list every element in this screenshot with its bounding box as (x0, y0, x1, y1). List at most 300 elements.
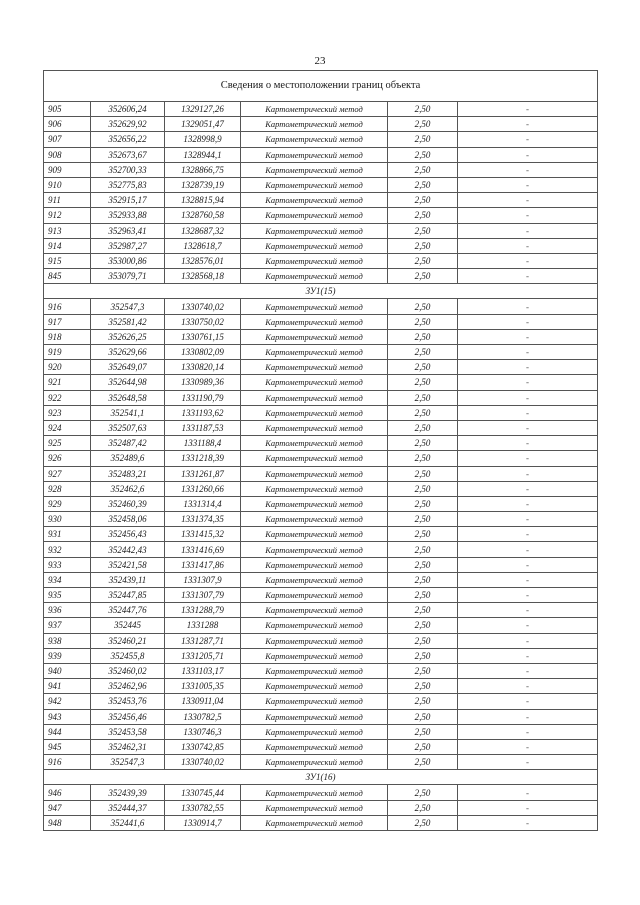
y-coordinate-cell: 1331307,79 (165, 588, 241, 603)
note-cell: - (458, 709, 598, 724)
note-cell: - (458, 117, 598, 132)
method-cell: Картометрический метод (241, 253, 388, 268)
y-coordinate-cell: 1331205,71 (165, 648, 241, 663)
note-cell: - (458, 132, 598, 147)
table-row (44, 557, 598, 572)
note-cell: - (458, 633, 598, 648)
point-number-cell: 916 (44, 755, 91, 770)
x-coordinate-cell: 352453,58 (91, 724, 165, 739)
table-row (44, 420, 598, 435)
y-coordinate-cell: 1331005,35 (165, 679, 241, 694)
precision-cell: 2,50 (388, 663, 458, 678)
table-row (44, 375, 598, 390)
x-coordinate-cell: 352483,21 (91, 466, 165, 481)
method-cell: Картометрический метод (241, 542, 388, 557)
table-row (44, 572, 598, 587)
method-cell: Картометрический метод (241, 755, 388, 770)
y-coordinate-cell: 1330782,5 (165, 709, 241, 724)
table-row (44, 177, 598, 192)
table-row (44, 390, 598, 405)
method-cell: Картометрический метод (241, 420, 388, 435)
precision-cell: 2,50 (388, 132, 458, 147)
point-number-cell: 946 (44, 785, 91, 800)
y-coordinate-cell: 1331188,4 (165, 436, 241, 451)
precision-cell: 2,50 (388, 542, 458, 557)
table-row (44, 755, 598, 770)
note-cell: - (458, 314, 598, 329)
method-cell: Картометрический метод (241, 724, 388, 739)
y-coordinate-cell: 1329051,47 (165, 117, 241, 132)
table-row (44, 815, 598, 830)
y-coordinate-cell: 1330989,36 (165, 375, 241, 390)
precision-cell: 2,50 (388, 436, 458, 451)
table-row (44, 542, 598, 557)
note-cell: - (458, 238, 598, 253)
y-coordinate-cell: 1328576,01 (165, 253, 241, 268)
point-number-cell: 940 (44, 663, 91, 678)
y-coordinate-cell: 1328687,32 (165, 223, 241, 238)
table-row (44, 253, 598, 268)
x-coordinate-cell: 352442,43 (91, 542, 165, 557)
note-cell: - (458, 588, 598, 603)
point-number-cell: 947 (44, 800, 91, 815)
method-cell: Картометрический метод (241, 329, 388, 344)
note-cell: - (458, 193, 598, 208)
x-coordinate-cell: 352447,76 (91, 603, 165, 618)
method-cell: Картометрический метод (241, 496, 388, 511)
precision-cell: 2,50 (388, 405, 458, 420)
point-number-cell: 922 (44, 390, 91, 405)
y-coordinate-cell: 1330782,55 (165, 800, 241, 815)
note-cell: - (458, 451, 598, 466)
note-cell: - (458, 572, 598, 587)
table-row (44, 147, 598, 162)
note-cell: - (458, 102, 598, 117)
note-cell: - (458, 436, 598, 451)
point-number-cell: 909 (44, 162, 91, 177)
note-cell: - (458, 390, 598, 405)
point-number-cell: 932 (44, 542, 91, 557)
x-coordinate-cell: 352700,33 (91, 162, 165, 177)
method-cell: Картометрический метод (241, 663, 388, 678)
y-coordinate-cell: 1331103,17 (165, 663, 241, 678)
method-cell: Картометрический метод (241, 588, 388, 603)
method-cell: Картометрический метод (241, 193, 388, 208)
y-coordinate-cell: 1331307,9 (165, 572, 241, 587)
method-cell: Картометрический метод (241, 785, 388, 800)
x-coordinate-cell: 352462,96 (91, 679, 165, 694)
precision-cell: 2,50 (388, 375, 458, 390)
point-number-cell: 925 (44, 436, 91, 451)
point-number-cell: 939 (44, 648, 91, 663)
table-row (44, 329, 598, 344)
method-cell: Картометрический метод (241, 694, 388, 709)
x-coordinate-cell: 352445 (91, 618, 165, 633)
point-number-cell: 938 (44, 633, 91, 648)
x-coordinate-cell: 352460,21 (91, 633, 165, 648)
precision-cell: 2,50 (388, 755, 458, 770)
method-cell: Картометрический метод (241, 314, 388, 329)
x-coordinate-cell: 352656,22 (91, 132, 165, 147)
table-row (44, 223, 598, 238)
precision-cell: 2,50 (388, 390, 458, 405)
point-number-cell: 918 (44, 329, 91, 344)
table-row (44, 648, 598, 663)
x-coordinate-cell: 352987,27 (91, 238, 165, 253)
page-number: 23 (314, 55, 326, 67)
note-cell: - (458, 375, 598, 390)
table-title: Сведения о местоположении границ объекта (44, 71, 598, 102)
group-header-row (44, 284, 598, 299)
x-coordinate-cell: 352775,83 (91, 177, 165, 192)
precision-cell: 2,50 (388, 481, 458, 496)
x-coordinate-cell: 352644,98 (91, 375, 165, 390)
table-row (44, 800, 598, 815)
table-row (44, 193, 598, 208)
precision-cell: 2,50 (388, 633, 458, 648)
y-coordinate-cell: 1331261,87 (165, 466, 241, 481)
y-coordinate-cell: 1331415,32 (165, 527, 241, 542)
precision-cell: 2,50 (388, 223, 458, 238)
x-coordinate-cell: 352629,66 (91, 345, 165, 360)
note-cell: - (458, 785, 598, 800)
method-cell: Картометрический метод (241, 269, 388, 284)
note-cell: - (458, 603, 598, 618)
point-number-cell: 926 (44, 451, 91, 466)
note-cell: - (458, 694, 598, 709)
point-number-cell: 915 (44, 253, 91, 268)
method-cell: Картометрический метод (241, 117, 388, 132)
y-coordinate-cell: 1331416,69 (165, 542, 241, 557)
point-number-cell: 914 (44, 238, 91, 253)
x-coordinate-cell: 352626,25 (91, 329, 165, 344)
x-coordinate-cell: 352460,02 (91, 663, 165, 678)
y-coordinate-cell: 1330750,02 (165, 314, 241, 329)
y-coordinate-cell: 1331193,62 (165, 405, 241, 420)
note-cell: - (458, 253, 598, 268)
precision-cell: 2,50 (388, 177, 458, 192)
note-cell: - (458, 208, 598, 223)
precision-cell: 2,50 (388, 117, 458, 132)
y-coordinate-cell: 1330914,7 (165, 815, 241, 830)
point-number-cell: 912 (44, 208, 91, 223)
y-coordinate-cell: 1328866,75 (165, 162, 241, 177)
note-cell: - (458, 648, 598, 663)
x-coordinate-cell: 352460,39 (91, 496, 165, 511)
note-cell: - (458, 512, 598, 527)
method-cell: Картометрический метод (241, 709, 388, 724)
note-cell: - (458, 360, 598, 375)
precision-cell: 2,50 (388, 800, 458, 815)
precision-cell: 2,50 (388, 147, 458, 162)
precision-cell: 2,50 (388, 345, 458, 360)
table-row (44, 527, 598, 542)
precision-cell: 2,50 (388, 360, 458, 375)
method-cell: Картометрический метод (241, 512, 388, 527)
y-coordinate-cell: 1328568,18 (165, 269, 241, 284)
precision-cell: 2,50 (388, 694, 458, 709)
method-cell: Картометрический метод (241, 648, 388, 663)
note-cell: - (458, 481, 598, 496)
precision-cell: 2,50 (388, 572, 458, 587)
y-coordinate-cell: 1330911,04 (165, 694, 241, 709)
method-cell: Картометрический метод (241, 633, 388, 648)
point-number-cell: 921 (44, 375, 91, 390)
precision-cell: 2,50 (388, 451, 458, 466)
point-number-cell: 923 (44, 405, 91, 420)
table-row (44, 269, 598, 284)
precision-cell: 2,50 (388, 193, 458, 208)
table-row (44, 360, 598, 375)
precision-cell: 2,50 (388, 496, 458, 511)
point-number-cell: 907 (44, 132, 91, 147)
table-row (44, 496, 598, 511)
method-cell: Картометрический метод (241, 390, 388, 405)
y-coordinate-cell: 1331260,66 (165, 481, 241, 496)
note-cell: - (458, 679, 598, 694)
y-coordinate-cell: 1330820,14 (165, 360, 241, 375)
note-cell: - (458, 739, 598, 754)
point-number-cell: 920 (44, 360, 91, 375)
x-coordinate-cell: 352547,3 (91, 299, 165, 314)
x-coordinate-cell: 352444,37 (91, 800, 165, 815)
precision-cell: 2,50 (388, 603, 458, 618)
method-cell: Картометрический метод (241, 208, 388, 223)
y-coordinate-cell: 1331417,86 (165, 557, 241, 572)
x-coordinate-cell: 353079,71 (91, 269, 165, 284)
method-cell: Картометрический метод (241, 375, 388, 390)
x-coordinate-cell: 352649,07 (91, 360, 165, 375)
x-coordinate-cell: 352541,1 (91, 405, 165, 420)
table-row (44, 588, 598, 603)
note-cell: - (458, 329, 598, 344)
table-row (44, 603, 598, 618)
note-cell: - (458, 345, 598, 360)
table-row (44, 162, 598, 177)
note-cell: - (458, 724, 598, 739)
x-coordinate-cell: 352673,67 (91, 147, 165, 162)
method-cell: Картометрический метод (241, 800, 388, 815)
method-cell: Картометрический метод (241, 481, 388, 496)
x-coordinate-cell: 352439,11 (91, 572, 165, 587)
y-coordinate-cell: 1330745,44 (165, 785, 241, 800)
precision-cell: 2,50 (388, 512, 458, 527)
method-cell: Картометрический метод (241, 618, 388, 633)
precision-cell: 2,50 (388, 314, 458, 329)
y-coordinate-cell: 1330740,02 (165, 755, 241, 770)
point-number-cell: 927 (44, 466, 91, 481)
table-row (44, 132, 598, 147)
y-coordinate-cell: 1330740,02 (165, 299, 241, 314)
table-row (44, 436, 598, 451)
x-coordinate-cell: 352441,6 (91, 815, 165, 830)
group-label: ЗУ1(16) (44, 770, 598, 785)
y-coordinate-cell: 1328760,58 (165, 208, 241, 223)
y-coordinate-cell: 1331190,79 (165, 390, 241, 405)
point-number-cell: 935 (44, 588, 91, 603)
x-coordinate-cell: 352648,58 (91, 390, 165, 405)
method-cell: Картометрический метод (241, 360, 388, 375)
precision-cell: 2,50 (388, 466, 458, 481)
x-coordinate-cell: 352487,42 (91, 436, 165, 451)
precision-cell: 2,50 (388, 557, 458, 572)
method-cell: Картометрический метод (241, 815, 388, 830)
x-coordinate-cell: 352421,58 (91, 557, 165, 572)
precision-cell: 2,50 (388, 208, 458, 223)
note-cell: - (458, 527, 598, 542)
point-number-cell: 928 (44, 481, 91, 496)
y-coordinate-cell: 1331288,79 (165, 603, 241, 618)
table-row (44, 466, 598, 481)
method-cell: Картометрический метод (241, 603, 388, 618)
y-coordinate-cell: 1331218,39 (165, 451, 241, 466)
note-cell: - (458, 496, 598, 511)
note-cell: - (458, 800, 598, 815)
y-coordinate-cell: 1329127,26 (165, 102, 241, 117)
x-coordinate-cell: 352453,76 (91, 694, 165, 709)
precision-cell: 2,50 (388, 102, 458, 117)
point-number-cell: 905 (44, 102, 91, 117)
method-cell: Картометрический метод (241, 132, 388, 147)
y-coordinate-cell: 1328815,94 (165, 193, 241, 208)
x-coordinate-cell: 352581,42 (91, 314, 165, 329)
method-cell: Картометрический метод (241, 162, 388, 177)
point-number-cell: 919 (44, 345, 91, 360)
x-coordinate-cell: 352456,46 (91, 709, 165, 724)
table-header-row (44, 71, 598, 102)
point-number-cell: 916 (44, 299, 91, 314)
precision-cell: 2,50 (388, 253, 458, 268)
point-number-cell: 943 (44, 709, 91, 724)
note-cell: - (458, 663, 598, 678)
note-cell: - (458, 162, 598, 177)
precision-cell: 2,50 (388, 739, 458, 754)
method-cell: Картометрический метод (241, 527, 388, 542)
note-cell: - (458, 299, 598, 314)
x-coordinate-cell: 352629,92 (91, 117, 165, 132)
precision-cell: 2,50 (388, 329, 458, 344)
method-cell: Картометрический метод (241, 436, 388, 451)
table-row (44, 345, 598, 360)
x-coordinate-cell: 352933,88 (91, 208, 165, 223)
precision-cell: 2,50 (388, 648, 458, 663)
table-row (44, 739, 598, 754)
precision-cell: 2,50 (388, 618, 458, 633)
note-cell: - (458, 815, 598, 830)
precision-cell: 2,50 (388, 679, 458, 694)
method-cell: Картометрический метод (241, 177, 388, 192)
x-coordinate-cell: 353000,86 (91, 253, 165, 268)
table-row (44, 785, 598, 800)
table-row (44, 724, 598, 739)
y-coordinate-cell: 1331314,4 (165, 496, 241, 511)
note-cell: - (458, 557, 598, 572)
note-cell: - (458, 755, 598, 770)
note-cell: - (458, 269, 598, 284)
x-coordinate-cell: 352462,31 (91, 739, 165, 754)
method-cell: Картометрический метод (241, 466, 388, 481)
note-cell: - (458, 223, 598, 238)
point-number-cell: 911 (44, 193, 91, 208)
method-cell: Картометрический метод (241, 147, 388, 162)
note-cell: - (458, 466, 598, 481)
point-number-cell: 936 (44, 603, 91, 618)
x-coordinate-cell: 352455,8 (91, 648, 165, 663)
precision-cell: 2,50 (388, 299, 458, 314)
precision-cell: 2,50 (388, 420, 458, 435)
method-cell: Картометрический метод (241, 739, 388, 754)
precision-cell: 2,50 (388, 238, 458, 253)
x-coordinate-cell: 352456,43 (91, 527, 165, 542)
y-coordinate-cell: 1330746,3 (165, 724, 241, 739)
table-row (44, 694, 598, 709)
group-header-row (44, 770, 598, 785)
x-coordinate-cell: 352507,63 (91, 420, 165, 435)
point-number-cell: 944 (44, 724, 91, 739)
method-cell: Картометрический метод (241, 405, 388, 420)
x-coordinate-cell: 352963,41 (91, 223, 165, 238)
point-number-cell: 929 (44, 496, 91, 511)
point-number-cell: 924 (44, 420, 91, 435)
table-row (44, 618, 598, 633)
precision-cell: 2,50 (388, 709, 458, 724)
note-cell: - (458, 177, 598, 192)
method-cell: Картометрический метод (241, 572, 388, 587)
table-row (44, 451, 598, 466)
point-number-cell: 906 (44, 117, 91, 132)
y-coordinate-cell: 1328998,9 (165, 132, 241, 147)
point-number-cell: 945 (44, 739, 91, 754)
y-coordinate-cell: 1328944,1 (165, 147, 241, 162)
method-cell: Картометрический метод (241, 223, 388, 238)
precision-cell: 2,50 (388, 815, 458, 830)
y-coordinate-cell: 1331187,53 (165, 420, 241, 435)
note-cell: - (458, 542, 598, 557)
y-coordinate-cell: 1331287,71 (165, 633, 241, 648)
table-row (44, 299, 598, 314)
note-cell: - (458, 405, 598, 420)
point-number-cell: 917 (44, 314, 91, 329)
y-coordinate-cell: 1328739,19 (165, 177, 241, 192)
method-cell: Картометрический метод (241, 238, 388, 253)
point-number-cell: 910 (44, 177, 91, 192)
table-row (44, 512, 598, 527)
table-row (44, 633, 598, 648)
y-coordinate-cell: 1330802,09 (165, 345, 241, 360)
point-number-cell: 942 (44, 694, 91, 709)
table-row (44, 208, 598, 223)
table-row (44, 102, 598, 117)
note-cell: - (458, 420, 598, 435)
precision-cell: 2,50 (388, 269, 458, 284)
point-number-cell: 933 (44, 557, 91, 572)
y-coordinate-cell: 1331374,35 (165, 512, 241, 527)
point-number-cell: 930 (44, 512, 91, 527)
method-cell: Картометрический метод (241, 299, 388, 314)
x-coordinate-cell: 352489,6 (91, 451, 165, 466)
group-label: ЗУ1(15) (44, 284, 598, 299)
x-coordinate-cell: 352606,24 (91, 102, 165, 117)
coordinates-table (43, 70, 598, 831)
method-cell: Картометрический метод (241, 345, 388, 360)
method-cell: Картометрический метод (241, 679, 388, 694)
point-number-cell: 931 (44, 527, 91, 542)
point-number-cell: 941 (44, 679, 91, 694)
point-number-cell: 908 (44, 147, 91, 162)
x-coordinate-cell: 352447,85 (91, 588, 165, 603)
y-coordinate-cell: 1328618,7 (165, 238, 241, 253)
point-number-cell: 948 (44, 815, 91, 830)
